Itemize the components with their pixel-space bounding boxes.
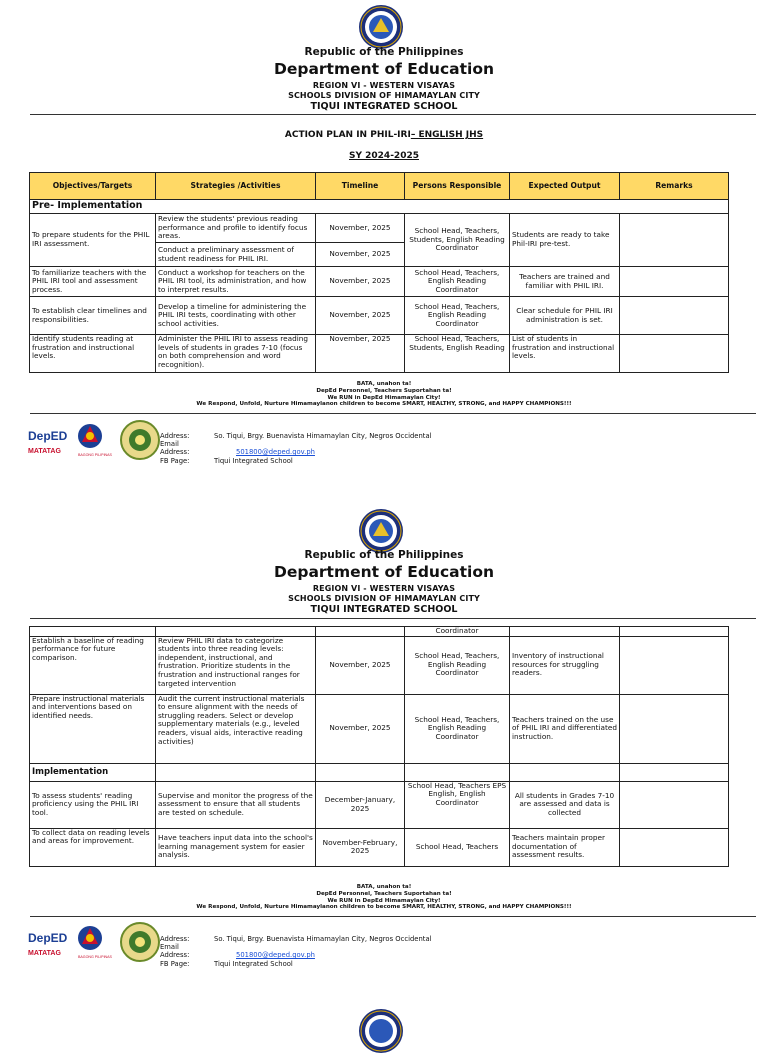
svg-text:BAGONG PILIPINAS: BAGONG PILIPINAS (78, 453, 112, 457)
table-row (30, 636, 729, 694)
persons-cell: School Head, Teachers, English Reading Coordinator (405, 297, 510, 335)
output-cell: Teachers maintain proper documentation of assessment results. (510, 828, 620, 866)
table-row (30, 335, 729, 373)
republic-text: Republic of the Philippines (304, 549, 464, 561)
school-seal-icon (121, 923, 159, 961)
deped-seal-icon (358, 508, 404, 554)
school-year: SY 2024-2025 (349, 151, 419, 161)
strategy-cell: Administer the PHIL IRI to assess reading levels of students in grades 7-10 (focus on both comprehension and word recognition). (156, 335, 316, 373)
table-row (30, 828, 729, 866)
section-row (30, 200, 729, 214)
fb-value: Tiqui Integrated School (214, 456, 293, 465)
header-divider (30, 114, 756, 115)
col-header: Persons Responsible (405, 173, 510, 200)
slogan-block (0, 381, 768, 408)
fb-label: FB Page: (160, 959, 190, 968)
svg-text:BAGONG PILIPINAS: BAGONG PILIPINAS (78, 955, 112, 959)
division-text: SCHOOLS DIVISION OF HIMAMAYLAN CITY (288, 594, 480, 603)
objective-cell: Establish a baseline of reading performance for future comparison. (30, 636, 156, 694)
slogan-line: DepEd Personnel, Teachers Suportahan ta! (316, 890, 452, 897)
remarks-cell (620, 335, 729, 373)
output-cell: List of students in frustration and instructional levels. (510, 335, 620, 373)
objective-cell: To collect data on reading levels and areas for improvement. (30, 828, 156, 866)
region-text: REGION VI - WESTERN VISAYAS (312, 584, 456, 593)
deped-logo-icon: DepED (28, 931, 68, 945)
output-cell: Inventory of instructional resources for struggling readers. (510, 636, 620, 694)
persons-cell: School Head, Teachers EPS English, English Coordinator (405, 781, 510, 828)
address-label: Address: (160, 432, 190, 440)
section-label: Implementation (30, 763, 156, 781)
action-plan-table-2 (29, 626, 729, 867)
slogan-line: We RUN in DepEd Himamaylan City! (327, 897, 441, 904)
col-header: Expected Output (510, 173, 620, 200)
strategy-cell: Have teachers input data into the school's learning management system for easier analysis. (156, 828, 316, 866)
slogan-line: We RUN in DepEd Himamaylan City! (327, 394, 441, 401)
strategy-cell: Review PHIL IRI data to categorize students into three reading levels: independent, instructional, and frustration. Prioritize students in the frustration and instructional ranges for targeted intervention (156, 636, 316, 694)
timeline-cell: November, 2025 (316, 297, 405, 335)
section-label: Pre- Implementation (30, 200, 729, 214)
strategy-cell: Develop a timeline for administering the PHIL IRI tests, coordinating with other school activities. (156, 297, 316, 335)
email-line (160, 440, 432, 456)
address-value: So. Tiqui, Brgy. Buenavista Himamaylan City, Negros Occidental (214, 935, 432, 943)
timeline-cell: November, 2025 (316, 214, 405, 243)
action-plan-table-1 (29, 172, 729, 373)
col-header: Timeline (316, 173, 405, 200)
output-cell: Clear schedule for PHIL IRI administration is set. (510, 297, 620, 335)
table-row (30, 214, 729, 243)
persons-cell: School Head, Teachers, Students, English Reading Coordinator (405, 214, 510, 267)
timeline-cell: December-January, 2025 (316, 781, 405, 828)
slogan-line: DepEd Personnel, Teachers Suportahan ta! (316, 387, 452, 394)
fb-line (160, 457, 432, 465)
footer-divider (30, 413, 756, 414)
persons-cell: School Head, Teachers, English Reading Coordinator (405, 267, 510, 297)
output-cell: Teachers trained on the use of PHIL IRI and differentiated instruction. (510, 694, 620, 763)
table-row (30, 267, 729, 297)
objective-cell: To familiarize teachers with the PHIL IRI tool and assessment process. (30, 267, 156, 297)
slogan-block (0, 884, 768, 911)
remarks-cell (620, 828, 729, 866)
persons-cell: School Head, Teachers, English Reading Coordinator (405, 636, 510, 694)
objective-cell: Identify students reading at frustration and instructional levels. (30, 335, 156, 373)
address-label: Address: (160, 935, 190, 943)
deped-logo-icon: DepED (28, 429, 68, 443)
email-line (160, 943, 432, 959)
strategy-cell (156, 627, 316, 637)
objective-cell: To assess students' reading proficiency using the PHIL IRI tool. (30, 781, 156, 828)
region-text: REGION VI - WESTERN VISAYAS (312, 81, 456, 90)
fb-value: Tiqui Integrated School (214, 959, 293, 968)
timeline-cell (316, 627, 405, 637)
strategy-cell: Conduct a workshop for teachers on the PHIL IRI tool, its administration, and how to interpret results. (156, 267, 316, 297)
document-title (0, 130, 768, 140)
strategy-cell: Conduct a preliminary assessment of student readiness for PHIL IRI. (156, 243, 316, 267)
remarks-cell (620, 627, 729, 637)
address-line (160, 935, 432, 943)
matatag-logo-icon: MATATAG (28, 950, 61, 957)
bagong-pilipinas-logo-icon (78, 926, 113, 959)
remarks-cell (620, 781, 729, 828)
output-cell: Teachers are trained and familiar with PHIL IRI. (510, 267, 620, 297)
remarks-cell (620, 636, 729, 694)
slogan-line: We Respond, Unfold, Nurture Himamaylanon children to become SMART, HEALTHY, STRONG, and HAPPY CHAMPIONS!!! (196, 904, 572, 911)
bagong-pilipinas-logo-icon (78, 424, 113, 457)
remarks-cell (620, 297, 729, 335)
output-cell: Students are ready to take Phil-IRI pre-test. (510, 214, 620, 267)
objective-cell: To prepare students for the PHIL IRI assessment. (30, 214, 156, 267)
persons-cell: School Head, Teachers, English Reading Coordinator (405, 694, 510, 763)
timeline-cell: November, 2025 (316, 636, 405, 694)
table-header-row (30, 173, 729, 200)
page-2 (0, 504, 768, 974)
slogan-line: BATA, unahon ta! (356, 381, 412, 387)
timeline-cell: November, 2025 (316, 267, 405, 297)
title-prefix: ACTION PLAN IN PHIL-IRI (284, 130, 411, 140)
strategy-cell: Audit the current instructional materials to ensure alignment with the needs of struggling readers. Select or develop supplementary materials (e.g., leveled readers, visual aids, interactive reading activities) (156, 694, 316, 763)
timeline-cell: November, 2025 (316, 335, 405, 373)
remarks-cell (620, 694, 729, 763)
header-divider (30, 618, 756, 619)
table-row (30, 781, 729, 828)
page-1 (0, 0, 768, 470)
remarks-cell (620, 267, 729, 297)
slogan-line: BATA, unahon ta! (356, 884, 412, 890)
department-title: Department of Education (273, 563, 495, 581)
footer-divider (30, 916, 756, 917)
timeline-cell: November, 2025 (316, 694, 405, 763)
strategy-cell: Review the students' previous reading performance and profile to identify focus areas. (156, 214, 316, 243)
strategy-cell: Supervise and monitor the progress of the assessment to ensure that all students are tested on schedule. (156, 781, 316, 828)
persons-cell: Coordinator (405, 627, 510, 637)
persons-cell: School Head, Teachers (405, 828, 510, 866)
col-header: Objectives/Targets (30, 173, 156, 200)
timeline-cell: November, 2025 (316, 243, 405, 267)
deped-seal-icon (358, 1008, 404, 1054)
objective-cell: Prepare instructional materials and interventions based on identified needs. (30, 694, 156, 763)
school-seal-icon (121, 421, 159, 459)
email-link[interactable]: 501800@deped.gov.ph (236, 951, 315, 960)
fb-label: FB Page: (160, 456, 190, 465)
deped-seal-icon (358, 4, 404, 50)
table-row (30, 694, 729, 763)
title-suffix: – ENGLISH JHS (410, 130, 484, 140)
table-row (30, 627, 729, 637)
school-name: TIQUI INTEGRATED SCHOOL (310, 604, 458, 615)
output-cell (510, 627, 620, 637)
remarks-cell (620, 214, 729, 267)
persons-cell: School Head, Teachers, Students, English Reading (405, 335, 510, 373)
address-line (160, 432, 432, 440)
section-row (30, 763, 729, 781)
fb-line (160, 960, 432, 968)
contact-block (160, 935, 432, 968)
output-cell: All students in Grades 7-10 are assessed and data is collected (510, 781, 620, 828)
slogan-line: We Respond, Unfold, Nurture Himamaylanon children to become SMART, HEALTHY, STRONG, and HAPPY CHAMPIONS!!! (196, 401, 572, 408)
contact-block (160, 432, 432, 465)
division-text: SCHOOLS DIVISION OF HIMAMAYLAN CITY (288, 91, 480, 100)
footer-logos (26, 920, 161, 964)
matatag-logo-icon: MATATAG (28, 448, 61, 455)
department-title: Department of Education (273, 60, 495, 78)
email-label: Email Address: (160, 440, 190, 457)
objective-cell: To establish clear timelines and responsibilities. (30, 297, 156, 335)
timeline-cell: November-February, 2025 (316, 828, 405, 866)
republic-text: Republic of the Philippines (304, 46, 464, 58)
col-header: Strategies /Activities (156, 173, 316, 200)
address-value: So. Tiqui, Brgy. Buenavista Himamaylan City, Negros Occidental (214, 432, 432, 440)
school-name: TIQUI INTEGRATED SCHOOL (310, 101, 458, 112)
email-link[interactable]: 501800@deped.gov.ph (236, 448, 315, 457)
table-row (30, 297, 729, 335)
footer-logos (26, 418, 161, 462)
col-header: Remarks (620, 173, 729, 200)
email-label: Email Address: (160, 943, 190, 960)
objective-cell (30, 627, 156, 637)
